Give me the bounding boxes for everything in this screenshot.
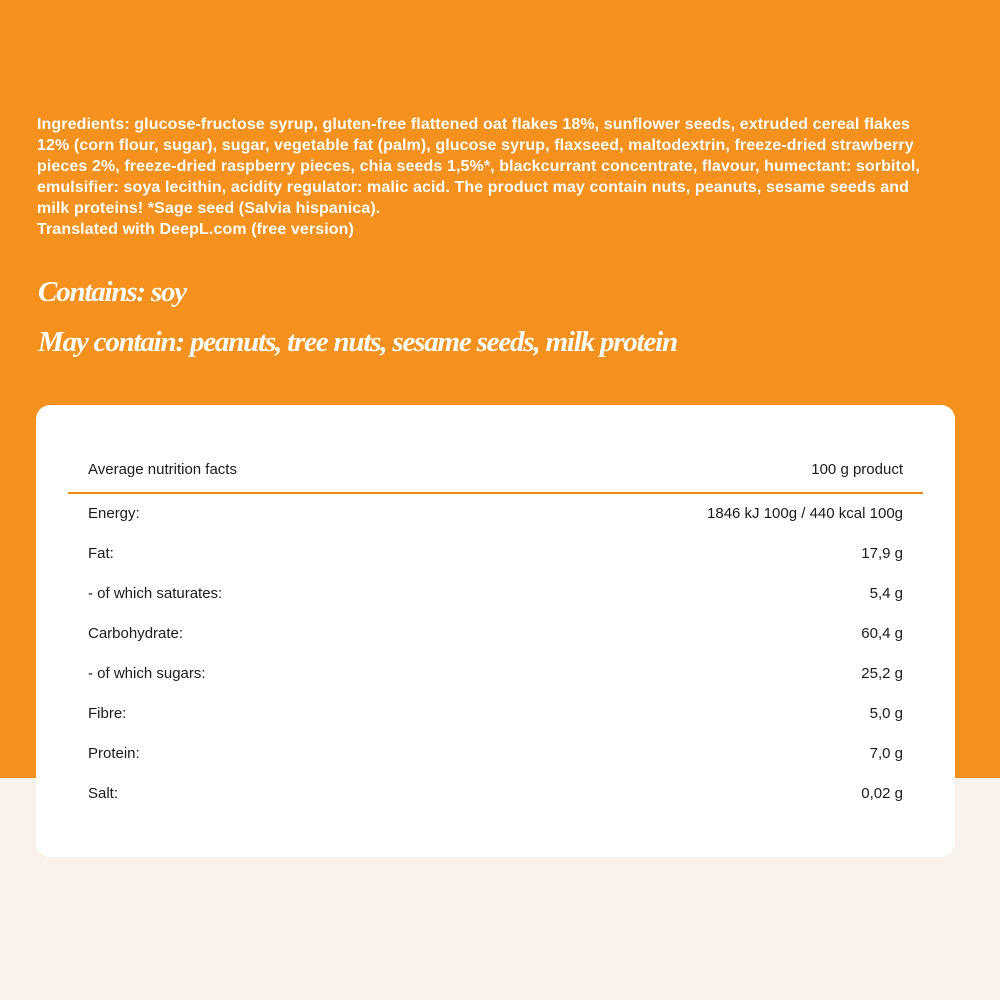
allergen-may-contain-line: May contain: peanuts, tree nuts, sesame seeds, milk protein — [38, 326, 677, 358]
nutrition-value: 5,4 g — [869, 584, 903, 602]
nutrition-label: Fat: — [88, 544, 114, 562]
nutrition-row-saturates — [68, 573, 923, 613]
nutrition-header-unit: 100 g product — [448, 445, 923, 493]
ingredients-text: Ingredients: glucose-fructose syrup, gluten-free flattened oat flakes 18%, sunflower seeds, extruded cereal flakes 12% (corn flour, sugar), sugar, vegetable fat (palm), glucose syrup, flaxseed, maltodextrin, freeze-dried strawberry pieces 2%, freeze-dried raspberry pieces, chia seeds 1,5%*, blackcurrant concentrate, flavour, humectant: sorbitol, emulsifier: soya lecithin, acidity regulator: malic acid. The product may contain nuts, peanuts, sesame seeds and milk proteins! *Sage seed (Salvia hispanica). — [37, 116, 920, 217]
nutrition-value: 0,02 g — [861, 784, 903, 802]
nutrition-label: Carbohydrate: — [88, 624, 184, 642]
nutrition-row-carbohydrate — [68, 613, 923, 653]
nutrition-row-salt — [68, 773, 923, 813]
nutrition-row-protein — [68, 733, 923, 773]
nutrition-header-row — [68, 445, 923, 493]
nutrition-label: Salt: — [88, 784, 119, 802]
nutrition-table — [68, 445, 923, 813]
translation-note: Translated with DeepL.com (free version) — [37, 221, 354, 238]
nutrition-value: 60,4 g — [861, 624, 903, 642]
nutrition-label: Fibre: — [88, 704, 127, 722]
nutrition-card — [36, 405, 955, 857]
nutrition-row-sugars — [68, 653, 923, 693]
ingredients-block — [37, 114, 934, 240]
nutrition-value: 5,0 g — [869, 704, 903, 722]
nutrition-value: 7,0 g — [869, 744, 903, 762]
allergen-contains-line: Contains: soy — [38, 276, 186, 308]
nutrition-label: - of which saturates: — [88, 584, 223, 602]
nutrition-row-fibre — [68, 693, 923, 733]
nutrition-value: 25,2 g — [861, 664, 903, 682]
nutrition-label: Energy: — [88, 505, 140, 522]
nutrition-value: 1846 kJ 100g / 440 kcal 100g — [707, 505, 903, 522]
nutrition-value: 17,9 g — [861, 544, 903, 562]
nutrition-header-label: Average nutrition facts — [68, 445, 448, 493]
nutrition-row-fat — [68, 533, 923, 573]
nutrition-label: Protein: — [88, 744, 140, 762]
nutrition-label: - of which sugars: — [88, 664, 206, 682]
nutrition-row-energy — [68, 493, 923, 533]
